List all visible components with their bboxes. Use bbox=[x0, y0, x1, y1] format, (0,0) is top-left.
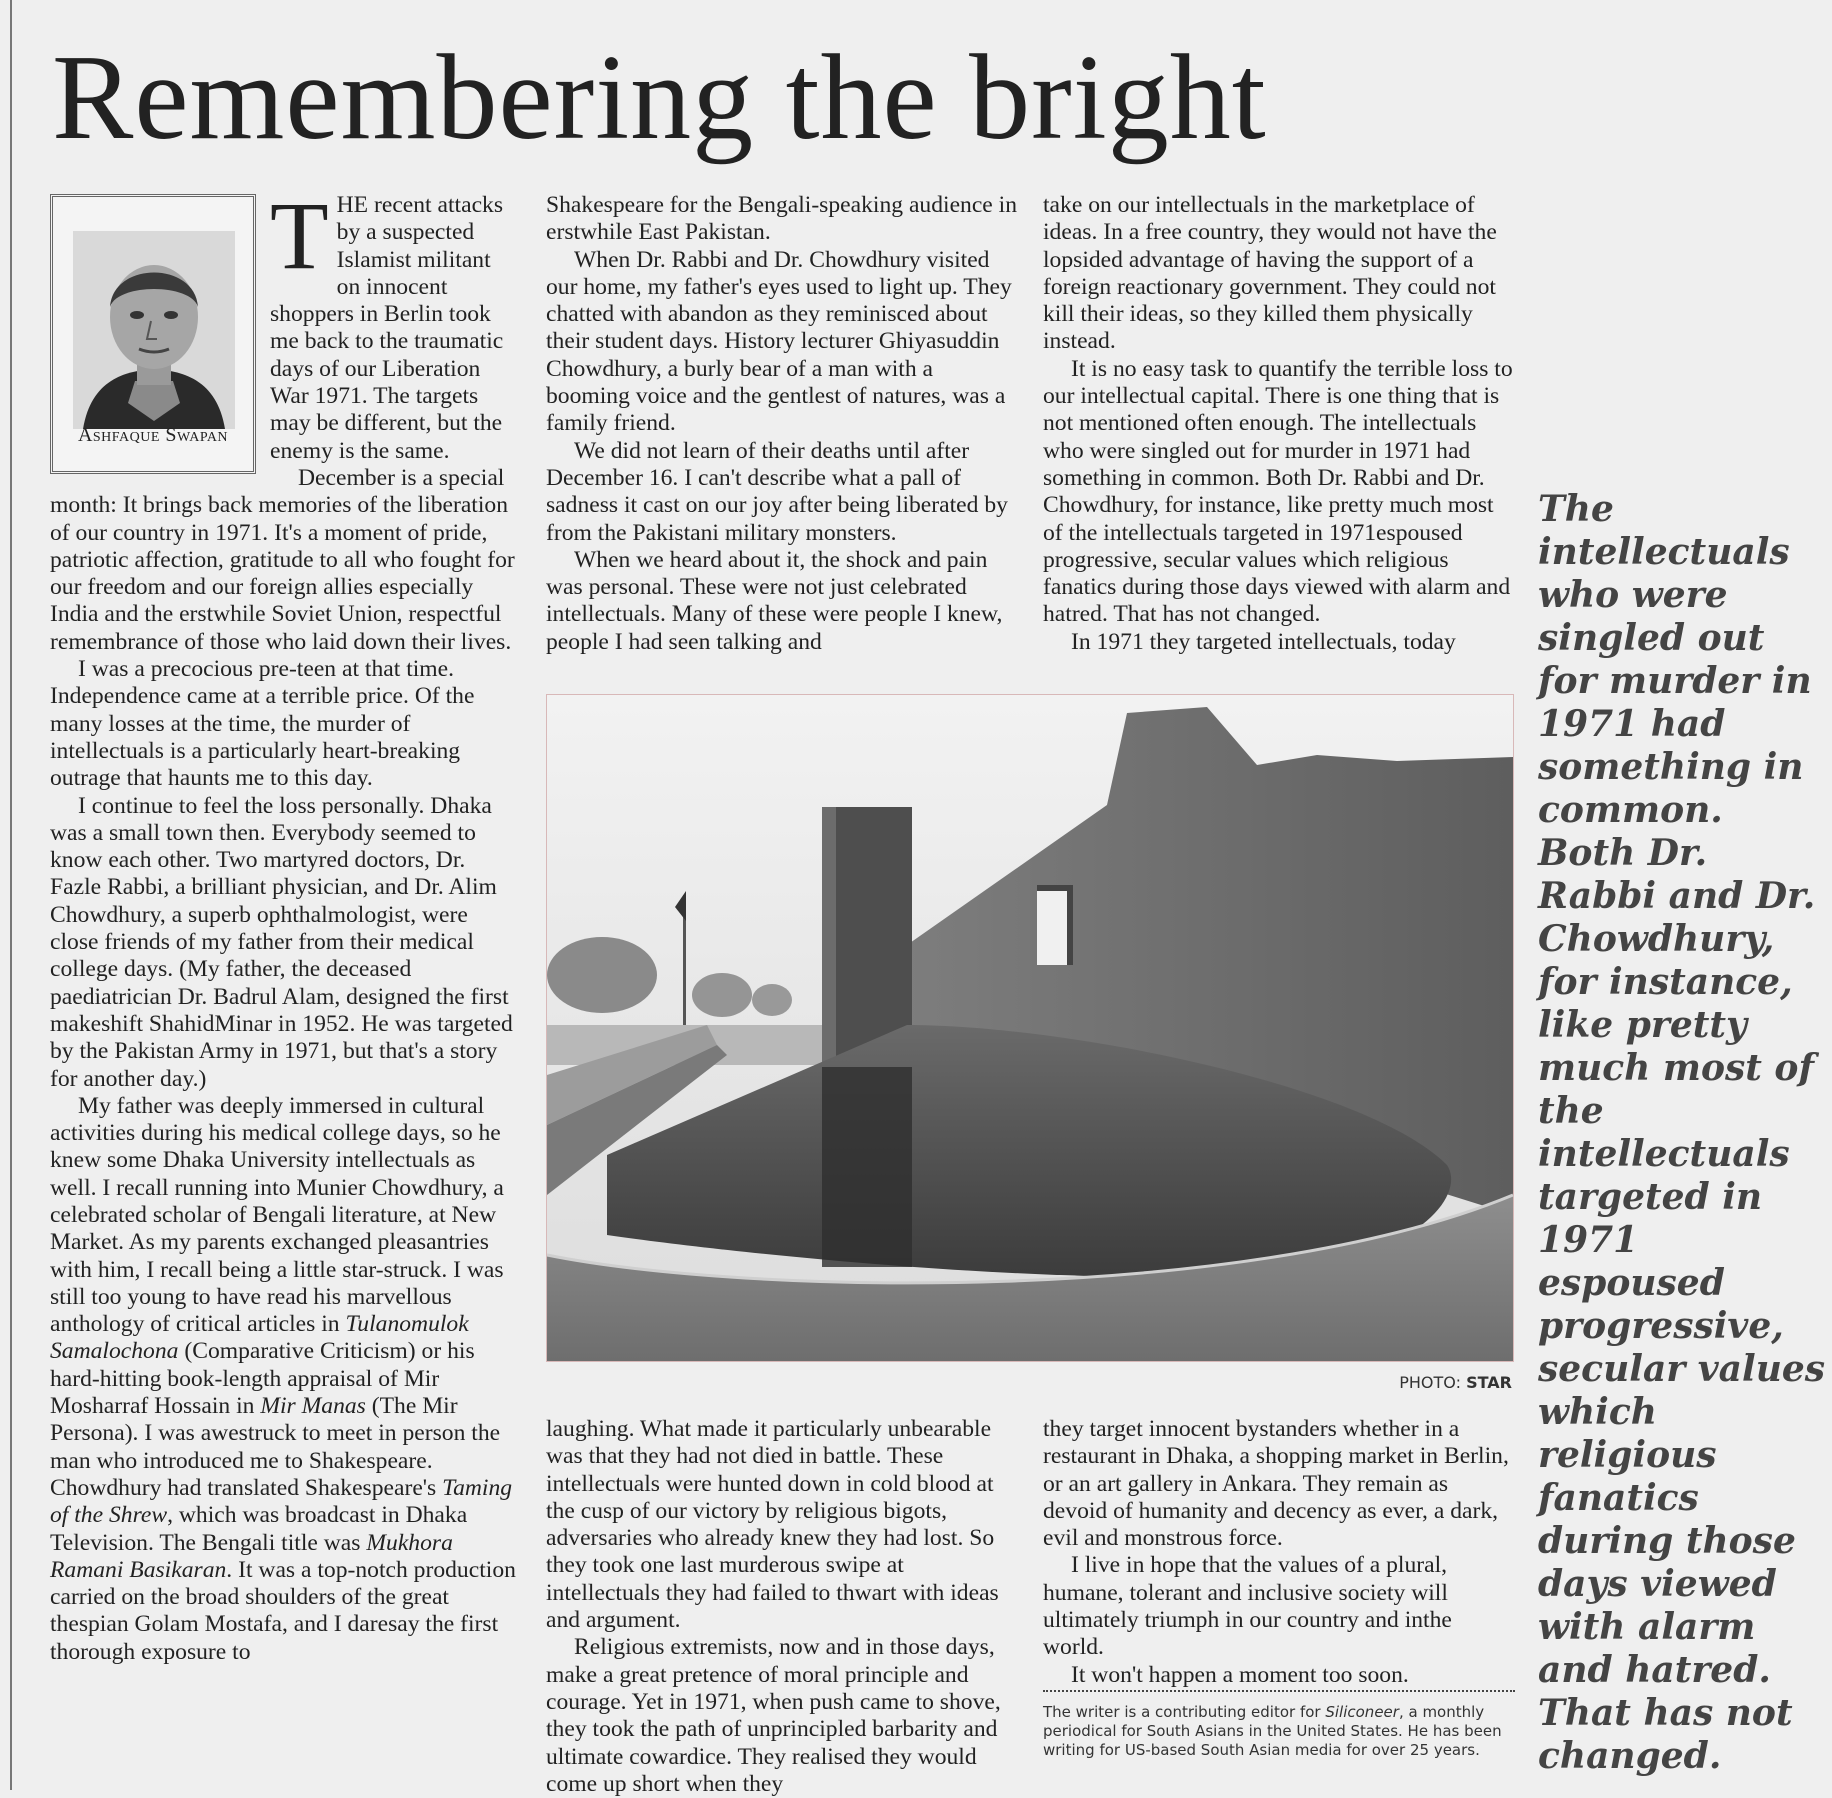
paragraph: Shakespeare for the Bengali-speaking audience in erstwhile East Pakistan. bbox=[546, 192, 1018, 246]
author-portrait bbox=[73, 231, 235, 429]
writer-note: The writer is a contributing editor for Siliconeer, a monthly periodical for South Asians in the United States. He has been writing for US-based South Asian media for over 25 years. bbox=[1043, 1703, 1502, 1759]
article-column-1 bbox=[50, 182, 520, 1772]
paragraph: It is no easy task to quantify the terrible loss to our intellectual capital. There is one thing that is not mentioned often enough. The intellectuals who were singled out for murder in 1971 had something in common. Both Dr. Rabbi and Dr. Chowdhury, for instance, like pretty much most of the intellectuals targeted in 1971espoused progressive, secular values which religious fanatics during those days viewed with alarm and hatred. That has not changed. bbox=[1043, 355, 1513, 628]
paragraph: We did not learn of their deaths until after December 16. I can't describe what a pall of sadness it cast on our joy after being liberated by from the Pakistani military monsters. bbox=[546, 437, 1008, 546]
article-column-3-top bbox=[1043, 192, 1515, 680]
paragraph: My father was deeply immersed in cultural activities during his medical college days, so he knew some Dhaka University intellectuals as well. I recall running into Munier Chowdhury, a celebrated scholar of Bengali literature, at New Market. As my parents exchanged pleasantries with him, I recall being a little star-struck. I was still too young to have read his marvellous anthology of critical articles in Tulanomulok Samalochona (Comparative Criticism) or his hard-hitting book-length appraisal of Mir Mosharraf Hossain in Mir Manas (The Mir Persona). I was awestruck to meet in person the man who introduced me to Shakespeare. Chowdhury had translated Shakespeare's Taming of the Shrew, which was broadcast in Dhaka Television. The Bengali title was Mukhora Ramani Basikaran. It was a top-notch production carried on the broad shoulders of the great thespian Golam Mostafa, and I daresay the first thorough exposure to bbox=[50, 1092, 516, 1665]
paragraph: When we heard about it, the shock and pain was personal. These were not just celebrated intellectuals. Many of these were people I knew, people I had seen talking and bbox=[546, 546, 1003, 655]
paragraph: I live in hope that the values of a plural, humane, tolerant and inclusive society will ultimately triumph in our country and inthe world. bbox=[1043, 1552, 1452, 1661]
dotted-divider bbox=[1043, 1690, 1515, 1692]
paragraph: Religious extremists, now and in those days, make a great pretence of moral principle and courage. Yet in 1971, when push came to shove, they took the path of unprincipled barbarity and ultimate cowardice. They realised they would come up short when they bbox=[546, 1634, 1001, 1797]
book-title: Tulanomulok Samalochona bbox=[50, 1311, 469, 1365]
pull-quote: The intellectuals who were singled out for murder in 1971 had something in common. Both Dr. Rabbi and Dr. Chowdhury, for instance, like pretty much most of the intellectuals targeted in 1971 espoused progressive, secular values which religious fanatics during those days viewed with alarm and hatred. That has not changed. bbox=[1538, 488, 1826, 1777]
paragraph: take on our intellectuals in the marketplace of ideas. In a free country, they would not have the lopsided advantage of having the support of a foreign reactionary government. They could not kill their ideas, so they killed them physically instead. bbox=[1043, 192, 1497, 355]
play-title: Taming of the Shrew bbox=[50, 1474, 513, 1529]
author-name: Ashfaque Swapan bbox=[77, 423, 229, 446]
drop-cap: T bbox=[270, 182, 329, 289]
photo-credit: PHOTO: STAR bbox=[1399, 1373, 1512, 1392]
memorial-photo bbox=[546, 694, 1514, 1362]
paragraph: December is a special month: It brings back memories of the liberation of our country in 1971. It's a moment of pride, patriotic affection, gratitude to all who fought for our freedom and our foreign allies especially India and the erstwhile Soviet Union, respectful remembrance of those who laid down their lives. bbox=[50, 464, 515, 655]
play-title: Mukhora Ramani Basikaran bbox=[50, 1529, 453, 1583]
lead-paragraph: THE recent attacks by a suspected Islamist militant on innocent shoppers in Berlin took me back to the traumatic days of our Liberation War 1971. The targets may be different, but the enemy is the same. bbox=[270, 182, 504, 464]
headline: Remembering the bright bbox=[52, 30, 1267, 165]
memorial-photo-illustration bbox=[547, 695, 1513, 1361]
paragraph: I continue to feel the loss personally. Dhaka was a small town then. Everybody seemed to know each other. Two martyred doctors, Dr. Fazle Rabbi, a brilliant physician, and Dr. Alim Chowdhury, a superb ophthalmologist, were close friends of my father from their medical college days. (My father, the deceased paediatrician Dr. Badrul Alam, designed the first makeshift ShahidMinar in 1952. He was targeted by the Pakistan Army in 1971, but that's a story for another day.) bbox=[50, 792, 513, 1092]
paragraph: laughing. What made it particularly unbearable was that they had not died in battle. These intellectuals were hunted down in cold blood at the cusp of our victory by religious bigots, adversaries who already knew they had lost. So they took one last murderous swipe at intellectuals they had failed to thwart with ideas and argument. bbox=[546, 1416, 999, 1634]
paragraph: I was a precocious pre-teen at that time. Independence came at a terrible price. Of the many losses at the time, the murder of intellectuals is a particularly heart-breaking outrage that haunts me to this day. bbox=[50, 656, 475, 792]
page-left-rule bbox=[10, 0, 12, 1790]
byline-box bbox=[50, 194, 256, 474]
article-column-3-bottom bbox=[1043, 1416, 1515, 1688]
article-column-2-bottom bbox=[546, 1416, 1021, 1797]
paragraph: In 1971 they targeted intellectuals, today bbox=[1071, 628, 1456, 655]
paragraph: they target innocent bystanders whether in a restaurant in Dhaka, a shopping market in Berlin, or an art gallery in Ankara. They remain as devoid of humanity and decency as ever, a dark, evil and monstrous force. bbox=[1043, 1416, 1509, 1552]
article-column-2-top bbox=[546, 192, 1021, 680]
paragraph: It won't happen a moment too soon. bbox=[1071, 1661, 1409, 1688]
publication-name: Siliconeer bbox=[1325, 1703, 1399, 1721]
paragraph: When Dr. Rabbi and Dr. Chowdhury visited our home, my father's eyes used to light up. They chatted with abandon as they reminisced about their student days. History lecturer Ghiyasuddin Chowdhury, a burly bear of a man with a booming voice and the gentlest of natures, was a family friend. bbox=[546, 246, 1012, 437]
book-title: Mir Manas bbox=[260, 1393, 366, 1420]
